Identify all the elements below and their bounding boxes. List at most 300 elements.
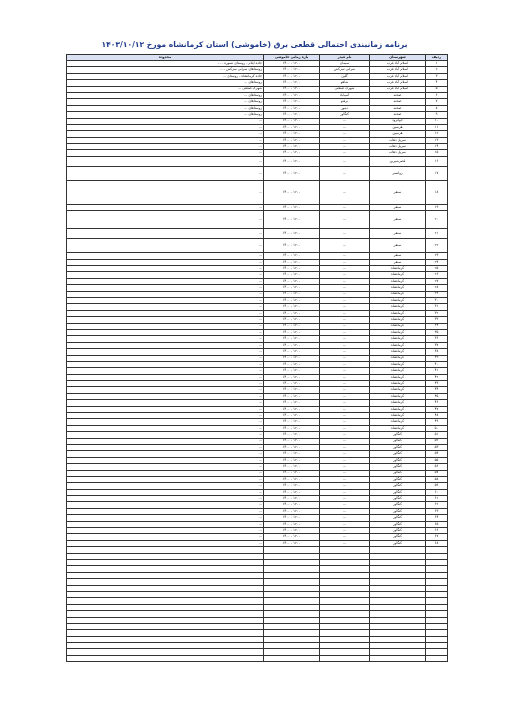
cell-feeder: ... <box>320 166 370 180</box>
cell-city: کرمانشاه <box>370 317 426 323</box>
cell-city: اسلام آباد غرب <box>370 61 426 67</box>
cell-area: ... <box>67 144 264 150</box>
cell-feeder: ... <box>320 137 370 143</box>
cell-area: ... <box>67 387 264 393</box>
cell-time-range: ۱۴۰۰ - ۱۲۰۰ <box>264 329 320 335</box>
cell-feeder: ... <box>320 144 370 150</box>
empty-cell <box>370 655 426 661</box>
cell-row-number: ۵۳ <box>426 444 448 450</box>
cell-city: صحنه <box>370 99 426 105</box>
cell-city: کرمانشاه <box>370 374 426 380</box>
cell-feeder: ... <box>320 413 370 419</box>
cell-city: سنقر <box>370 180 426 204</box>
cell-feeder: ... <box>320 464 370 470</box>
cell-row-number: ۱۶ <box>426 156 448 166</box>
cell-feeder: کنگاور <box>320 112 370 118</box>
cell-time-range: ۱۴۰۰ - ۱۲۰۰ <box>264 444 320 450</box>
cell-city: سنقر <box>370 259 426 265</box>
cell-city: صحنه <box>370 112 426 118</box>
cell-area: ... <box>67 291 264 297</box>
cell-time-range: ۱۴۰۰ - ۱۲۰۰ <box>264 105 320 111</box>
cell-area: ... <box>67 239 264 253</box>
cell-row-number: ۳۹ <box>426 355 448 361</box>
schedule-table-container <box>66 54 447 662</box>
cell-time-range: ۱۴۰۰ - ۱۲۰۰ <box>264 502 320 508</box>
empty-cell <box>426 655 448 661</box>
cell-time-range: ۱۴۰۰ - ۱۲۰۰ <box>264 259 320 265</box>
cell-city: کرمانشاه <box>370 323 426 329</box>
cell-feeder: ... <box>320 368 370 374</box>
cell-row-number: ۱۸ <box>426 180 448 204</box>
cell-area: ... <box>67 483 264 489</box>
cell-time-range: ۱۴۰۰ - ۱۲۰۰ <box>264 489 320 495</box>
cell-city: کرمانشاه <box>370 419 426 425</box>
cell-row-number: ۲۹ <box>426 291 448 297</box>
cell-area: ... <box>67 521 264 527</box>
cell-row-number: ۱۳ <box>426 137 448 143</box>
cell-area: ... <box>67 131 264 137</box>
cell-row-number: ۵۰ <box>426 425 448 431</box>
cell-row-number: ۳۲ <box>426 310 448 316</box>
cell-time-range: ۱۴۰۰ - ۱۲۰۰ <box>264 400 320 406</box>
document-title: برنامه زمانبندی احتمالی قطعی برق (خاموشی) استان کرمانشاه مورخ ۱۴۰۳/۱۰/۱۲ <box>101 40 408 49</box>
cell-city: کنگاور <box>370 483 426 489</box>
cell-row-number: ۲ <box>426 67 448 73</box>
cell-time-range: ۱۴۰۰ - ۱۲۰۰ <box>264 342 320 348</box>
cell-feeder: ... <box>320 496 370 502</box>
cell-area: ... <box>67 118 264 124</box>
cell-feeder: ... <box>320 336 370 342</box>
cell-feeder: آسیاباد <box>320 92 370 98</box>
cell-city: اسلام آباد غرب <box>370 73 426 79</box>
cell-time-range: ۱۴۰۰ - ۱۲۰۰ <box>264 419 320 425</box>
cell-city: صحنه <box>370 92 426 98</box>
cell-area: ... <box>67 419 264 425</box>
table-row <box>67 229 448 239</box>
cell-city: کرمانشاه <box>370 413 426 419</box>
cell-city: اسلام آباد غرب <box>370 86 426 92</box>
cell-feeder: ... <box>320 329 370 335</box>
cell-city: کنگاور <box>370 476 426 482</box>
cell-row-number: ۳۳ <box>426 317 448 323</box>
cell-time-range: ۱۴۰۰ - ۱۲۰۰ <box>264 99 320 105</box>
cell-area: ... <box>67 137 264 143</box>
cell-area: ... <box>67 413 264 419</box>
cell-feeder: ... <box>320 239 370 253</box>
cell-area: ... <box>67 400 264 406</box>
cell-row-number: ۵۶ <box>426 464 448 470</box>
cell-feeder: ... <box>320 381 370 387</box>
cell-city: کرمانشاه <box>370 400 426 406</box>
cell-row-number: ۵۴ <box>426 451 448 457</box>
cell-feeder: ... <box>320 393 370 399</box>
cell-city: کرمانشاه <box>370 285 426 291</box>
cell-area: ... <box>67 534 264 540</box>
cell-time-range: ۱۴۰۰ - ۱۲۰۰ <box>264 457 320 463</box>
cell-row-number: ۴۵ <box>426 393 448 399</box>
cell-area: ... <box>67 515 264 521</box>
table-row <box>67 239 448 253</box>
cell-row-number: ۳۷ <box>426 342 448 348</box>
cell-time-range: ۱۴۰۰ - ۱۲۰۰ <box>264 204 320 210</box>
cell-city: کنگاور <box>370 451 426 457</box>
cell-row-number: ۶۱ <box>426 496 448 502</box>
cell-area: ... <box>67 374 264 380</box>
cell-city: کرمانشاه <box>370 387 426 393</box>
header-row-number: ردیف <box>426 55 448 61</box>
cell-feeder: شاهو <box>320 80 370 86</box>
cell-row-number: ۶ <box>426 92 448 98</box>
cell-area: ... <box>67 489 264 495</box>
cell-time-range: ۱۴۰۰ - ۱۲۰۰ <box>264 310 320 316</box>
cell-feeder: برفتو <box>320 99 370 105</box>
cell-city: صحنه <box>370 105 426 111</box>
empty-cell <box>264 655 320 661</box>
cell-row-number: ۱۰ <box>426 118 448 124</box>
cell-time-range: ۱۴۰۰ - ۱۲۰۰ <box>264 368 320 374</box>
cell-city: کرمانشاه <box>370 304 426 310</box>
cell-time-range: ۱۴۰۰ - ۱۲۰۰ <box>264 540 320 546</box>
cell-feeder: ... <box>320 374 370 380</box>
cell-feeder: سرابی سرکش <box>320 67 370 73</box>
cell-feeder: ... <box>320 438 370 444</box>
cell-feeder: ... <box>320 400 370 406</box>
cell-area: روستاهای سرابی سرکش - ... <box>67 67 264 73</box>
cell-feeder: ... <box>320 259 370 265</box>
cell-area: ... <box>67 278 264 284</box>
cell-row-number: ۴۸ <box>426 413 448 419</box>
cell-city: کرمانشاه <box>370 329 426 335</box>
cell-area: ... <box>67 342 264 348</box>
cell-city: کرمانشاه <box>370 336 426 342</box>
cell-feeder: ... <box>320 180 370 204</box>
cell-city: کنگاور <box>370 515 426 521</box>
cell-row-number: ۲۳ <box>426 253 448 259</box>
cell-area: ... <box>67 349 264 355</box>
cell-city: کرمانشاه <box>370 266 426 272</box>
cell-city: اسلام آباد غرب <box>370 67 426 73</box>
cell-city: کنگاور <box>370 540 426 546</box>
cell-time-range: ۱۴۰۰ - ۱۲۰۰ <box>264 387 320 393</box>
cell-area: روستاهای ... <box>67 80 264 86</box>
cell-feeder: ... <box>320 204 370 210</box>
cell-city: کنگاور <box>370 534 426 540</box>
cell-time-range: ۱۴۰۰ - ۱۲۰۰ <box>264 496 320 502</box>
cell-area: ... <box>67 381 264 387</box>
cell-feeder: ... <box>320 540 370 546</box>
cell-feeder: ... <box>320 253 370 259</box>
cell-city: هرسین <box>370 131 426 137</box>
cell-row-number: ۱۲ <box>426 131 448 137</box>
cell-row-number: ۳۶ <box>426 336 448 342</box>
cell-area: ... <box>67 166 264 180</box>
cell-city: کرمانشاه <box>370 355 426 361</box>
cell-area: ... <box>67 502 264 508</box>
cell-row-number: ۷ <box>426 99 448 105</box>
cell-row-number: ۲۲ <box>426 239 448 253</box>
cell-row-number: ۱۱ <box>426 124 448 130</box>
cell-row-number: ۶۵ <box>426 521 448 527</box>
cell-time-range: ۱۴۰۰ - ۱۲۰۰ <box>264 285 320 291</box>
cell-area: ... <box>67 470 264 476</box>
cell-row-number: ۶۷ <box>426 534 448 540</box>
cell-time-range: ۱۴۰۰ - ۱۲۰۰ <box>264 80 320 86</box>
header-area: محدوده <box>67 55 264 61</box>
cell-area: روستاهای ... <box>67 105 264 111</box>
cell-area: ... <box>67 451 264 457</box>
cell-city: سنقر <box>370 239 426 253</box>
cell-area: ... <box>67 124 264 130</box>
cell-area: ... <box>67 285 264 291</box>
cell-row-number: ۴۹ <box>426 419 448 425</box>
cell-city: اسلام آباد غرب <box>370 80 426 86</box>
cell-area: ... <box>67 211 264 229</box>
cell-row-number: ۶۶ <box>426 528 448 534</box>
header-city: شهرستان <box>370 55 426 61</box>
cell-feeder: ... <box>320 272 370 278</box>
cell-city: کرمانشاه <box>370 278 426 284</box>
cell-feeder: ... <box>320 387 370 393</box>
cell-row-number: ۴ <box>426 80 448 86</box>
cell-area: ... <box>67 528 264 534</box>
cell-city: کنگاور <box>370 528 426 534</box>
cell-feeder: ... <box>320 323 370 329</box>
cell-feeder: ... <box>320 355 370 361</box>
cell-city: کرمانشاه <box>370 393 426 399</box>
cell-time-range: ۱۴۰۰ - ۱۲۰۰ <box>264 381 320 387</box>
cell-time-range: ۱۴۰۰ - ۱۲۰۰ <box>264 291 320 297</box>
cell-row-number: ۲۰ <box>426 211 448 229</box>
cell-area: ... <box>67 368 264 374</box>
cell-row-number: ۲۵ <box>426 266 448 272</box>
cell-city: کرمانشاه <box>370 361 426 367</box>
cell-time-range: ۱۴۰۰ - ۱۲۰۰ <box>264 336 320 342</box>
cell-city: کنگاور <box>370 464 426 470</box>
cell-row-number: ۴۷ <box>426 406 448 412</box>
cell-row-number: ۹ <box>426 112 448 118</box>
cell-feeder: ... <box>320 266 370 272</box>
cell-city: روانسر <box>370 166 426 180</box>
cell-row-number: ۳ <box>426 73 448 79</box>
cell-feeder: ... <box>320 521 370 527</box>
cell-row-number: ۴۲ <box>426 374 448 380</box>
cell-feeder: ... <box>320 432 370 438</box>
cell-feeder: ... <box>320 297 370 303</box>
cell-area: ... <box>67 297 264 303</box>
cell-time-range: ۱۴۰۰ - ۱۲۰۰ <box>264 266 320 272</box>
cell-time-range: ۱۴۰۰ - ۱۲۰۰ <box>264 137 320 143</box>
cell-time-range: ۱۴۰۰ - ۱۲۰۰ <box>264 521 320 527</box>
cell-time-range: ۱۴۰۰ - ۱۲۰۰ <box>264 349 320 355</box>
cell-row-number: ۴۴ <box>426 387 448 393</box>
cell-area: ... <box>67 156 264 166</box>
cell-feeder: ... <box>320 310 370 316</box>
empty-cell <box>67 655 264 661</box>
cell-time-range: ۱۴۰۰ - ۱۲۰۰ <box>264 272 320 278</box>
cell-time-range: ۱۴۰۰ - ۱۲۰۰ <box>264 166 320 180</box>
cell-area: ... <box>67 457 264 463</box>
cell-area: ... <box>67 406 264 412</box>
cell-row-number: ۱۴ <box>426 144 448 150</box>
cell-feeder: ... <box>320 451 370 457</box>
cell-feeder: ... <box>320 489 370 495</box>
cell-feeder: سیمان <box>320 61 370 67</box>
cell-city: سرپل ذهاب <box>370 137 426 143</box>
cell-feeder: ... <box>320 278 370 284</box>
cell-area: روستاهای ... <box>67 99 264 105</box>
cell-city: کرمانشاه <box>370 368 426 374</box>
cell-city: سنقر <box>370 211 426 229</box>
cell-row-number: ۶۴ <box>426 515 448 521</box>
cell-feeder: ... <box>320 470 370 476</box>
cell-row-number: ۵۹ <box>426 483 448 489</box>
cell-city: کرمانشاه <box>370 406 426 412</box>
cell-time-range: ۱۴۰۰ - ۱۲۰۰ <box>264 425 320 431</box>
cell-time-range: ۱۴۰۰ - ۱۲۰۰ <box>264 361 320 367</box>
cell-time-range: ۱۴۰۰ - ۱۲۰۰ <box>264 150 320 156</box>
cell-feeder: ... <box>320 229 370 239</box>
cell-area: ... <box>67 272 264 278</box>
cell-time-range: ۱۴۰۰ - ۱۲۰۰ <box>264 438 320 444</box>
cell-area: ... <box>67 259 264 265</box>
cell-feeder: ... <box>320 419 370 425</box>
cell-row-number: ۲۶ <box>426 272 448 278</box>
cell-city: کرمانشاه <box>370 272 426 278</box>
cell-city: کنگاور <box>370 432 426 438</box>
cell-time-range: ۱۴۰۰ - ۱۲۰۰ <box>264 180 320 204</box>
cell-area: ... <box>67 425 264 431</box>
cell-area: ... <box>67 508 264 514</box>
cell-area: ... <box>67 496 264 502</box>
cell-area: ... <box>67 336 264 342</box>
cell-area: ... <box>67 310 264 316</box>
cell-time-range: ۱۴۰۰ - ۱۲۰۰ <box>264 86 320 92</box>
cell-feeder: ... <box>320 342 370 348</box>
cell-row-number: ۴۳ <box>426 381 448 387</box>
cell-city: کنگاور <box>370 489 426 495</box>
cell-area: ... <box>67 304 264 310</box>
cell-time-range: ۱۴۰۰ - ۱۲۰۰ <box>264 304 320 310</box>
cell-area: ... <box>67 476 264 482</box>
cell-time-range: ۱۴۰۰ - ۱۲۰۰ <box>264 253 320 259</box>
cell-feeder: ... <box>320 457 370 463</box>
cell-feeder: ... <box>320 131 370 137</box>
cell-row-number: ۴۱ <box>426 368 448 374</box>
cell-row-number: ۳۰ <box>426 297 448 303</box>
cell-row-number: ۳۸ <box>426 349 448 355</box>
cell-city: کنگاور <box>370 508 426 514</box>
cell-city: کرمانشاه <box>370 342 426 348</box>
cell-row-number: ۲۷ <box>426 278 448 284</box>
cell-feeder: ... <box>320 483 370 489</box>
cell-time-range: ۱۴۰۰ - ۱۲۰۰ <box>264 406 320 412</box>
cell-row-number: ۵۸ <box>426 476 448 482</box>
cell-feeder: ... <box>320 361 370 367</box>
cell-time-range: ۱۴۰۰ - ۱۲۰۰ <box>264 67 320 73</box>
cell-time-range: ۱۴۰۰ - ۱۲۰۰ <box>264 211 320 229</box>
cell-feeder: ... <box>320 291 370 297</box>
cell-area: ... <box>67 393 264 399</box>
header-time-range: بازه زمانی خاموشی <box>264 55 320 61</box>
cell-row-number: ۴۶ <box>426 400 448 406</box>
cell-row-number: ۵۲ <box>426 438 448 444</box>
cell-area: شهرک صنعتی ... <box>67 86 264 92</box>
header-feeder: نام فیدر <box>320 55 370 61</box>
cell-time-range: ۱۴۰۰ - ۱۲۰۰ <box>264 317 320 323</box>
cell-row-number: ۱۷ <box>426 166 448 180</box>
table-row <box>67 156 448 166</box>
cell-area: ... <box>67 323 264 329</box>
cell-time-range: ۱۴۰۰ - ۱۲۰۰ <box>264 432 320 438</box>
cell-time-range: ۱۴۰۰ - ۱۲۰۰ <box>264 508 320 514</box>
cell-feeder: ... <box>320 476 370 482</box>
cell-city: کرمانشاه <box>370 381 426 387</box>
cell-time-range: ۱۴۰۰ - ۱۲۰۰ <box>264 92 320 98</box>
cell-row-number: ۳۵ <box>426 329 448 335</box>
cell-row-number: ۱۵ <box>426 150 448 156</box>
cell-row-number: ۶۸ <box>426 540 448 546</box>
outage-schedule-table <box>66 54 448 662</box>
cell-time-range: ۱۴۰۰ - ۱۲۰۰ <box>264 323 320 329</box>
cell-area: ... <box>67 266 264 272</box>
cell-feeder: شهرک صنعتی <box>320 86 370 92</box>
cell-city: سنقر <box>370 253 426 259</box>
cell-row-number: ۶۳ <box>426 508 448 514</box>
cell-feeder: ... <box>320 406 370 412</box>
cell-row-number: ۸ <box>426 105 448 111</box>
cell-area: ... <box>67 355 264 361</box>
cell-city: سرپل ذهاب <box>370 150 426 156</box>
table-body <box>67 61 448 662</box>
cell-area: ... <box>67 432 264 438</box>
cell-area: جاده ایلام - روستای نسوره - ... <box>67 61 264 67</box>
cell-time-range: ۱۴۰۰ - ۱۲۰۰ <box>264 144 320 150</box>
cell-time-range: ۱۴۰۰ - ۱۲۰۰ <box>264 374 320 380</box>
cell-time-range: ۱۴۰۰ - ۱۲۰۰ <box>264 534 320 540</box>
table-row <box>67 166 448 180</box>
cell-feeder: ... <box>320 304 370 310</box>
cell-area: روستاهای ... <box>67 92 264 98</box>
cell-feeder: ... <box>320 425 370 431</box>
cell-city: کنگاور <box>370 444 426 450</box>
cell-row-number: ۵ <box>426 86 448 92</box>
cell-area: ... <box>67 464 264 470</box>
cell-city: جوانرود <box>370 118 426 124</box>
cell-city: کنگاور <box>370 457 426 463</box>
cell-time-range: ۱۴۰۰ - ۱۲۰۰ <box>264 73 320 79</box>
cell-time-range: ۱۴۰۰ - ۱۲۰۰ <box>264 476 320 482</box>
cell-feeder: ... <box>320 211 370 229</box>
cell-time-range: ۱۴۰۰ - ۱۲۰۰ <box>264 61 320 67</box>
cell-city: کنگاور <box>370 496 426 502</box>
cell-area: ... <box>67 361 264 367</box>
cell-city: کرمانشاه <box>370 297 426 303</box>
cell-time-range: ۱۴۰۰ - ۱۲۰۰ <box>264 118 320 124</box>
cell-area: جاده کرمانشاه - روستای ... <box>67 73 264 79</box>
cell-area: ... <box>67 329 264 335</box>
cell-time-range: ۱۴۰۰ - ۱۲۰۰ <box>264 413 320 419</box>
cell-area: ... <box>67 253 264 259</box>
cell-time-range: ۱۴۰۰ - ۱۲۰۰ <box>264 470 320 476</box>
cell-row-number: ۱۹ <box>426 204 448 210</box>
cell-time-range: ۱۴۰۰ - ۱۲۰۰ <box>264 515 320 521</box>
cell-row-number: ۵۱ <box>426 432 448 438</box>
cell-city: کنگاور <box>370 521 426 527</box>
cell-city: کنگاور <box>370 470 426 476</box>
cell-row-number: ۳۱ <box>426 304 448 310</box>
cell-area: ... <box>67 540 264 546</box>
cell-feeder: گلین <box>320 73 370 79</box>
